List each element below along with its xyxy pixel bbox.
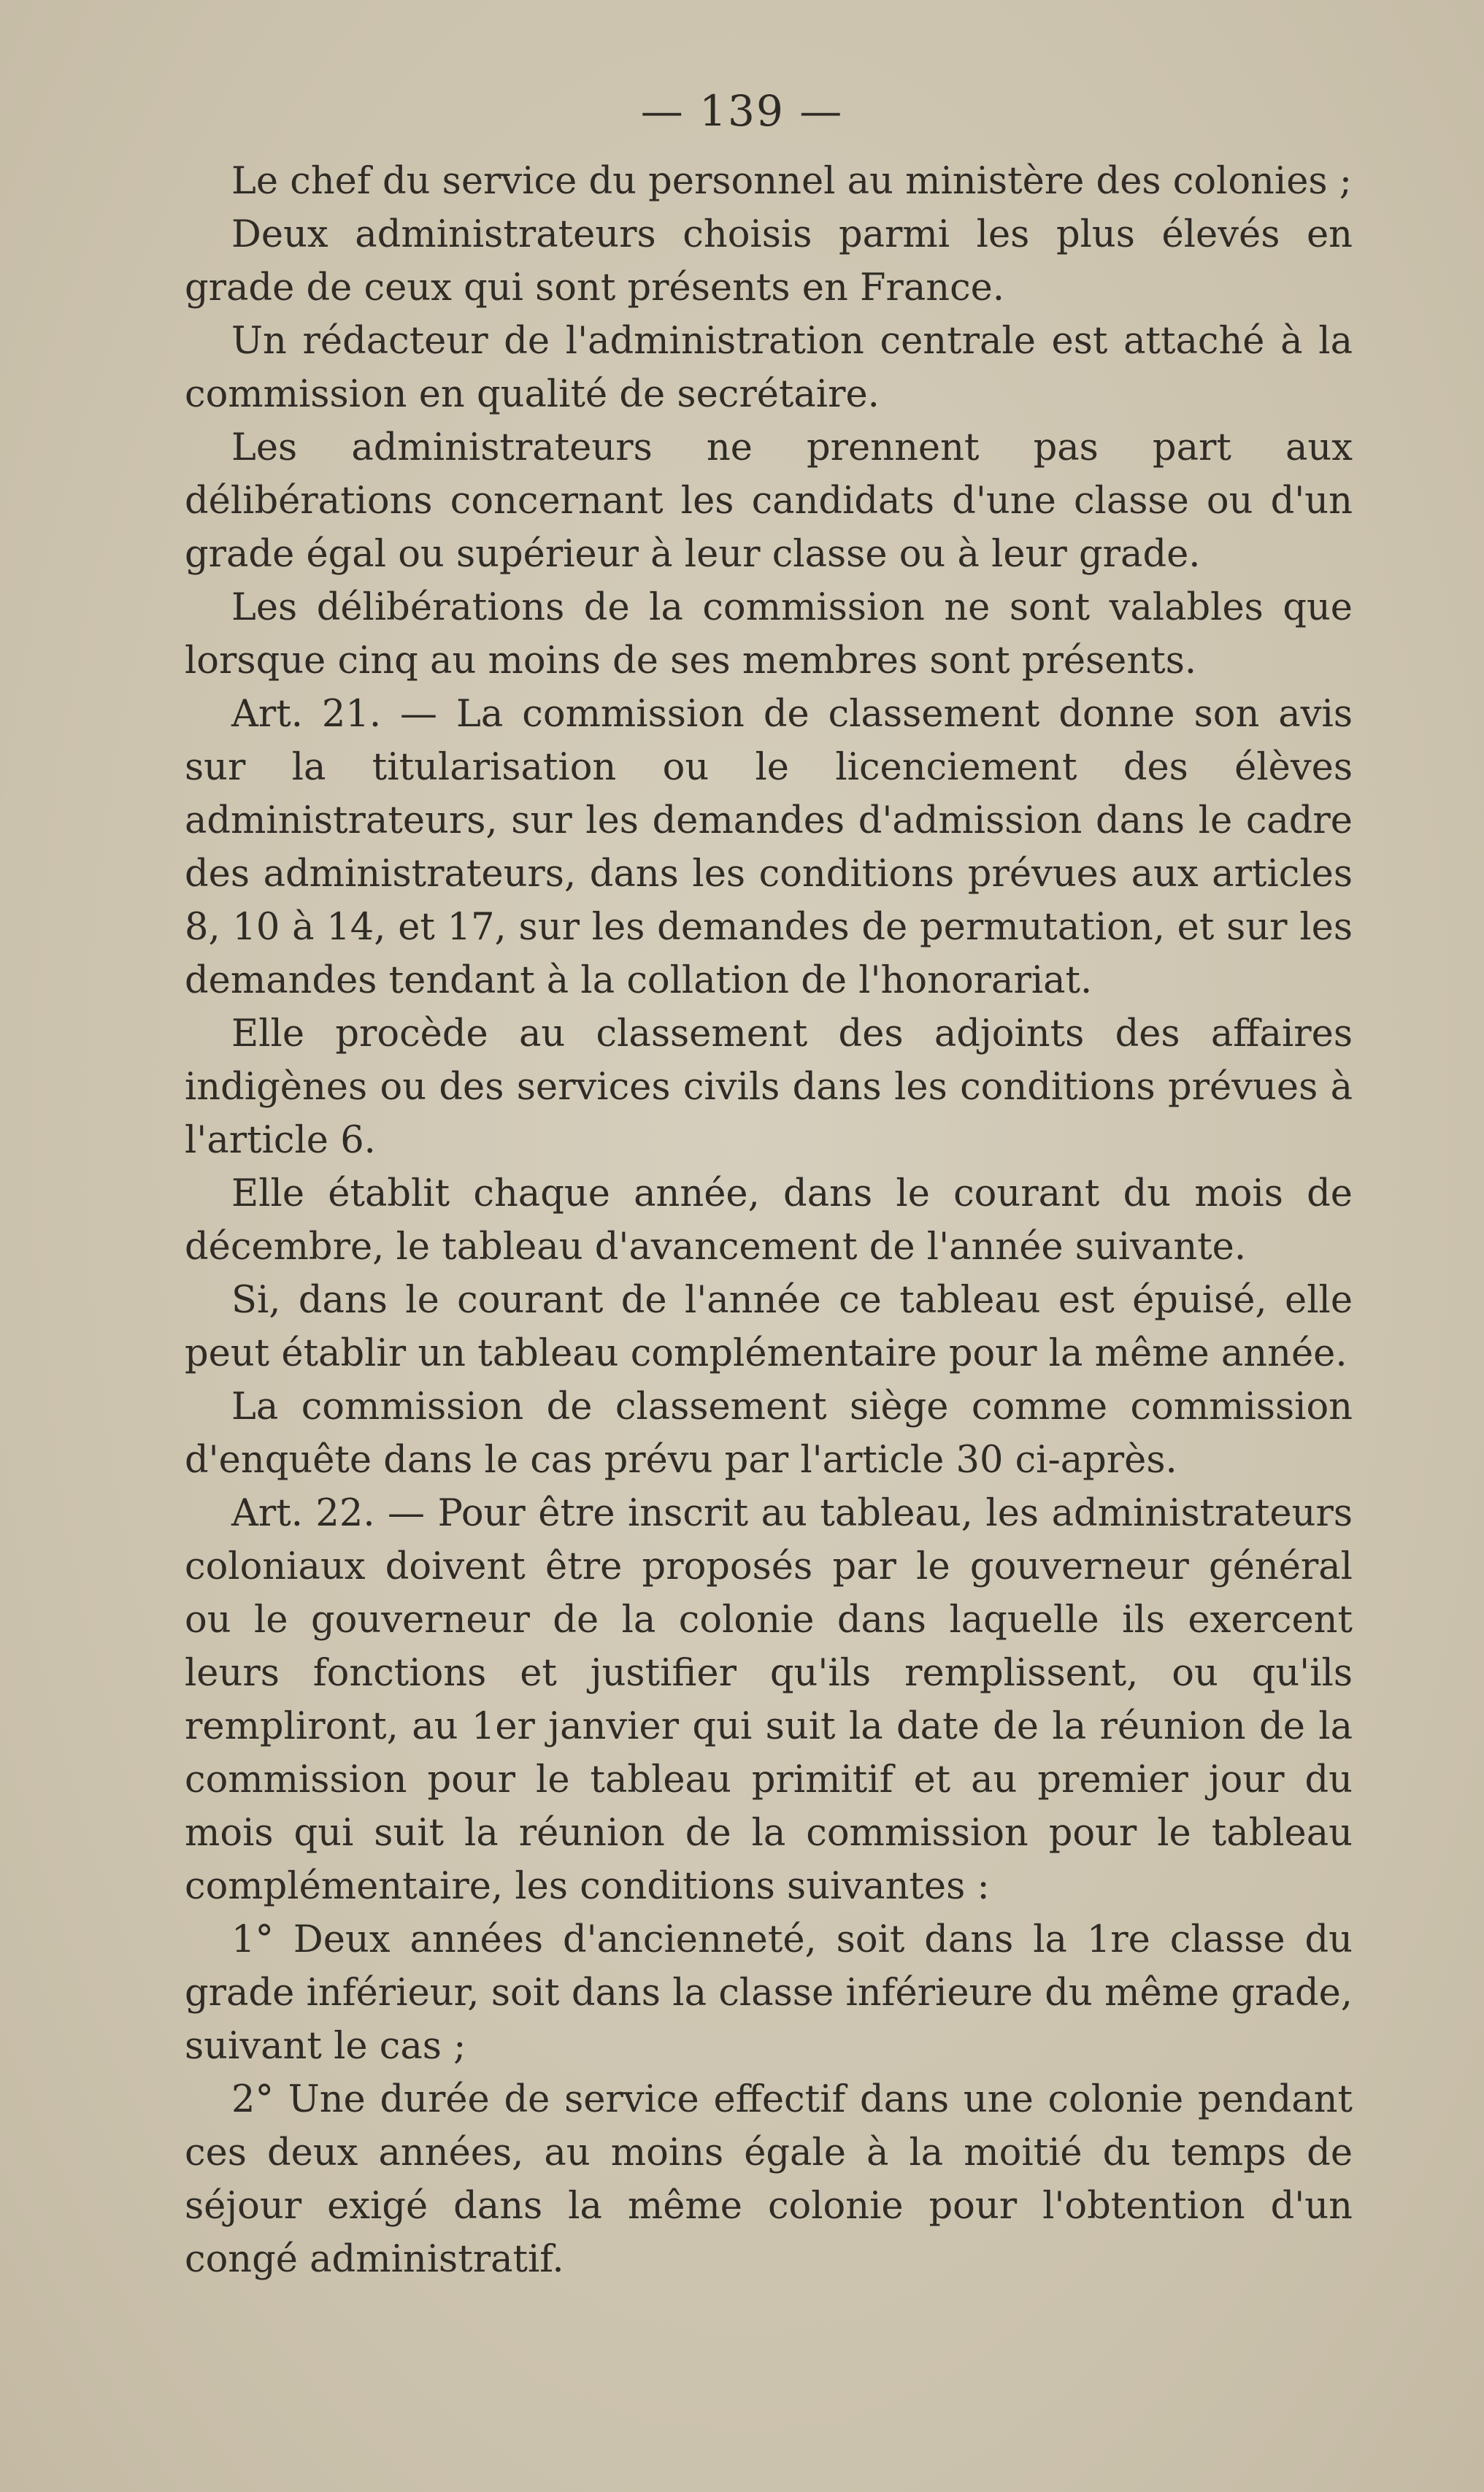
condition-1-paragraph: 1° Deux années d'ancienneté, soit dans la 1re classe du grade inférieur, soit dans la classe inférieure du même grade, suivant le cas ; (185, 1918, 1353, 2068)
paragraph: Les administrateurs ne prennent pas part aux délibérations concernant les candidats d'une classe ou d'un grade égal ou supérieur à leur classe ou à leur grade. (185, 426, 1353, 576)
paragraph: Le chef du service du personnel au ministère des colonies ; (231, 160, 1352, 203)
paragraph: Deux administrateurs choisis parmi les plus élevés en grade de ceux qui sont présents en France. (185, 213, 1353, 309)
paragraph: Un rédacteur de l'administration centrale est attaché à la commission en qualité de secrétaire. (185, 320, 1353, 416)
article-22-paragraph: Art. 22. — Pour être inscrit au tableau, les administrateurs coloniaux doivent être proposés par le gouverneur général ou le gouverneur de la colonie dans laquelle ils exercent leurs fonctions et justifier qu'ils remplissent, ou qu'ils rempliront, au 1er janvier qui suit la date de la réunion de la commission pour le tableau primitif et au premier jour du mois qui suit la réunion de la commission pour le tableau complémentaire, les conditions suivantes : (185, 1492, 1353, 1908)
paragraph: Elle établit chaque année, dans le courant du mois de décembre, le tableau d'avancement de l'année suivante. (185, 1172, 1353, 1269)
paragraph: Les délibérations de la commission ne sont valables que lorsque cinq au moins de ses membres sont présents. (185, 586, 1353, 682)
body-text (185, 155, 1353, 2286)
page-number: — 139 — (640, 86, 844, 136)
article-21-paragraph: Art. 21. — La commission de classement donne son avis sur la titularisation ou le licenciement des élèves administrateurs, sur les demandes d'admission dans le cadre des administrateurs, dans les conditions prévues aux articles 8, 10 à 14, et 17, sur les demandes de permutation, et sur les demandes tendant à la collation de l'honorariat. (185, 693, 1353, 1002)
paragraph: La commission de classement siège comme commission d'enquête dans le cas prévu par l'article 30 ci-après. (185, 1385, 1353, 1482)
paragraph: Si, dans le courant de l'année ce tableau est épuisé, elle peut établir un tableau complémentaire pour la même année. (185, 1279, 1353, 1375)
condition-2-paragraph: 2° Une durée de service effectif dans une colonie pendant ces deux années, au moins égale à la moitié du temps de séjour exigé dans la même colonie pour l'obtention d'un congé administratif. (185, 2078, 1353, 2281)
paragraph: Elle procède au classement des adjoints des affaires indigènes ou des services civils dans les conditions prévues à l'article 6. (185, 1012, 1353, 1162)
